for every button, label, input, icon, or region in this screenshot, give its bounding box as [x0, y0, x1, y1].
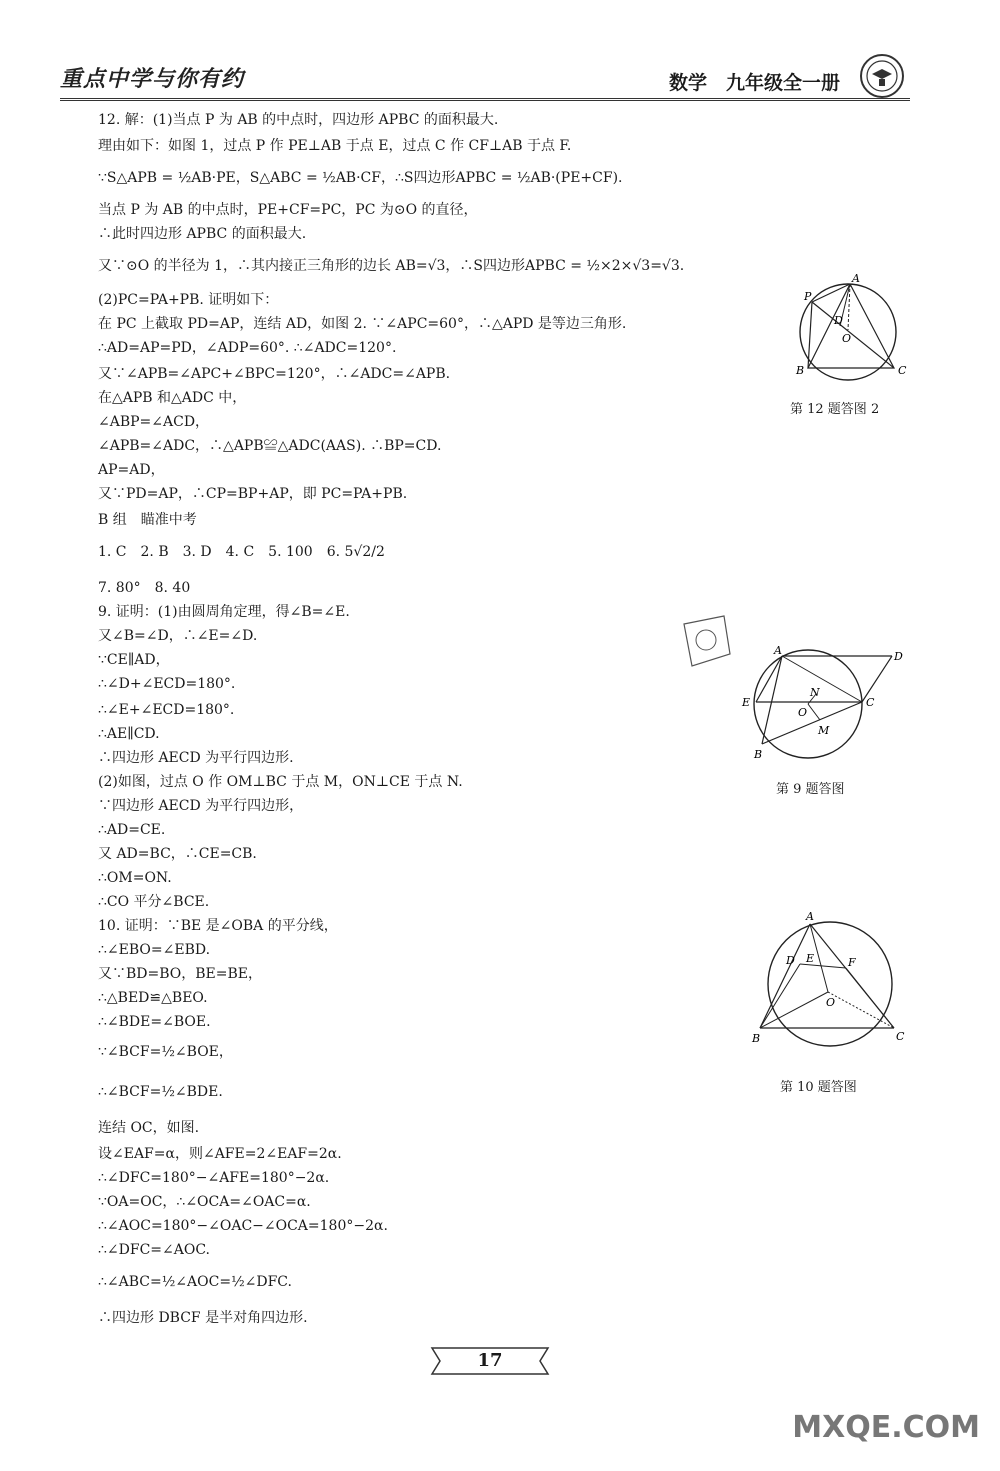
text-line: 又∵⊙O 的半径为 1，∴其内接正三角形的边长 AB=√3，∴S四边形APBC = ½×2×√3=√3.	[98, 258, 685, 274]
label-c: C	[896, 1030, 905, 1043]
school-logo-icon	[858, 52, 906, 100]
label-b: B	[754, 748, 763, 761]
text-line: ∴AD=CE.	[98, 822, 166, 838]
text-line: ∴∠BDE=∠BOE.	[98, 1014, 211, 1030]
page-number	[430, 1346, 550, 1376]
text-line: ∠APB=∠ADC，∴△APB≌△ADC(AAS). ∴BP=CD.	[98, 438, 442, 454]
text-line: 设∠EAF=α，则∠AFE=2∠EAF=2α.	[98, 1146, 342, 1162]
text-line: ∴OM=ON.	[98, 870, 172, 886]
text-line: ∴∠EBO=∠EBD.	[98, 942, 211, 958]
figure-12-caption: 第 12 题答图 2	[790, 402, 880, 417]
text-line: ∵四边形 AECD 为平行四边形，	[98, 798, 304, 814]
text-line: 在 PC 上截取 PD=AP，连结 AD，如图 2. ∵∠APC=60°，∴△APD 是等边三角形.	[98, 316, 627, 332]
text-line: ∵∠BCF=½∠BOE，	[98, 1044, 233, 1060]
text-line: ∴∠D+∠ECD=180°.	[98, 676, 236, 692]
figure-10-caption: 第 10 题答图	[780, 1080, 857, 1095]
text-line: ∴∠E+∠ECD=180°.	[98, 702, 235, 718]
label-o: O	[798, 706, 808, 719]
text-line: 7. 80° 8. 40	[98, 580, 191, 596]
text-line: 又∵∠APB=∠APC+∠BPC=120°，∴∠ADC=∠APB.	[98, 366, 451, 382]
figure-10-diagram	[750, 908, 910, 1048]
figure-9-diagram	[740, 640, 910, 770]
label-o: O	[842, 332, 852, 345]
text-line: AP=AD，	[98, 462, 165, 478]
text-line: 又∠B=∠D，∴∠E=∠D.	[98, 628, 258, 644]
text-line: ∴AD=AP=PD，∠ADP=60°. ∴∠ADC=120°.	[98, 340, 397, 356]
label-o: O	[826, 996, 836, 1009]
figure-9-caption: 第 9 题答图	[776, 782, 845, 797]
text-line: 9. 证明：(1)由圆周角定理，得∠B=∠E.	[98, 604, 350, 620]
label-d: D	[786, 954, 795, 967]
text-line: ∵CE∥AD，	[98, 652, 170, 668]
text-line: 1. C 2. B 3. D 4. C 5. 100 6. 5√2/2	[98, 544, 385, 560]
text-line: ∴∠DFC=∠AOC.	[98, 1242, 210, 1258]
text-line: 12. 解：(1)当点 P 为 AB 的中点时，四边形 APBC 的面积最大.	[98, 112, 499, 128]
label-m: M	[818, 724, 830, 737]
text-line: ∴∠DFC=180°−∠AFE=180°−2α.	[98, 1170, 330, 1186]
text-line: ∴AE∥CD.	[98, 726, 160, 742]
label-c: C	[866, 696, 875, 709]
text-line: 又 AD=BC，∴CE=CB.	[98, 846, 257, 862]
text-line: 又∵PD=AP，∴CP=BP+AP，即 PC=PA+PB.	[98, 486, 408, 502]
label-f: F	[848, 956, 856, 969]
header-rule	[60, 98, 910, 101]
figure-12-diagram	[790, 272, 914, 382]
label-e: E	[806, 952, 815, 965]
label-e: E	[742, 696, 751, 709]
subject-title: 数学 九年级全一册	[668, 72, 840, 94]
text-line: ∴∠BCF=½∠BDE.	[98, 1084, 223, 1100]
page-number-text: 17	[477, 1350, 503, 1371]
label-d: D	[894, 650, 903, 663]
label-b: B	[752, 1032, 761, 1045]
label-a: A	[774, 644, 782, 657]
text-line: ∴△BED≌△BEO.	[98, 990, 208, 1006]
label-b: B	[796, 364, 805, 377]
text-line: (2)PC=PA+PB. 证明如下：	[98, 292, 279, 308]
text-line: B 组 瞄准中考	[98, 512, 197, 528]
text-line: ∴∠ABC=½∠AOC=½∠DFC.	[98, 1274, 292, 1290]
text-line: ∴四边形 DBCF 是半对角四边形.	[98, 1310, 308, 1326]
text-line: ∵S△APB = ½AB·PE，S△ABC = ½AB·CF，∴S四边形APBC = ½AB·(PE+CF).	[98, 170, 623, 186]
text-line: ∴CO 平分∠BCE.	[98, 894, 210, 910]
stamp-icon	[678, 614, 734, 670]
label-a: A	[806, 910, 814, 923]
text-line: 连结 OC，如图.	[98, 1120, 200, 1136]
label-d: D	[834, 314, 843, 327]
text-line: 又∵BD=BO，BE=BE，	[98, 966, 263, 982]
page-header	[60, 62, 910, 102]
text-line: 10. 证明：∵BE 是∠OBA 的平分线，	[98, 918, 338, 934]
brand-title: 重点中学与你有约	[60, 67, 245, 92]
text-line: ∵OA=OC，∴∠OCA=∠OAC=α.	[98, 1194, 311, 1210]
text-line: ∴∠AOC=180°−∠OAC−∠OCA=180°−2α.	[98, 1218, 388, 1234]
text-line: ∴四边形 AECD 为平行四边形.	[98, 750, 294, 766]
text-line: ∠ABP=∠ACD，	[98, 414, 210, 430]
text-line: 理由如下：如图 1，过点 P 作 PE⊥AB 于点 E，过点 C 作 CF⊥AB 于点 F.	[98, 138, 572, 154]
label-c: C	[898, 364, 907, 377]
watermark: MXQE.COM	[792, 1410, 980, 1445]
text-line: (2)如图，过点 O 作 OM⊥BC 于点 M，ON⊥CE 于点 N.	[98, 774, 463, 790]
text-line: 在△APB 和△ADC 中，	[98, 390, 247, 406]
label-a: A	[852, 272, 860, 285]
text-line: 当点 P 为 AB 的中点时，PE+CF=PC，PC 为⊙O 的直径，	[98, 202, 478, 218]
label-p: P	[804, 290, 812, 303]
text-line: ∴此时四边形 APBC 的面积最大.	[98, 226, 307, 242]
label-n: N	[810, 686, 820, 699]
